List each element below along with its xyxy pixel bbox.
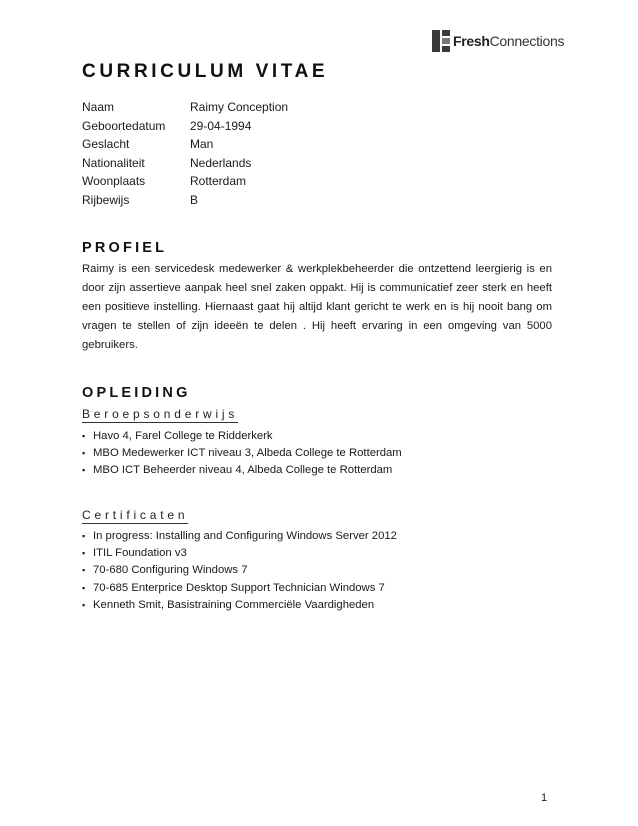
info-label: Rijbewijs <box>82 192 130 207</box>
bullet-icon: ▪ <box>82 465 86 476</box>
info-value: Nederlands <box>190 155 252 170</box>
list-item <box>82 597 397 614</box>
bullet-icon: ▪ <box>82 548 86 559</box>
info-value: 29-04-1994 <box>190 118 252 133</box>
info-label: Nationaliteit <box>82 155 145 170</box>
education-heading: OPLEIDING <box>82 385 191 401</box>
list-item <box>82 528 397 545</box>
info-label: Woonplaats <box>82 174 146 189</box>
list-item <box>82 428 402 445</box>
info-label: Geslacht <box>82 137 130 152</box>
bullet-icon: ▪ <box>82 599 86 610</box>
info-row <box>82 172 288 191</box>
info-value: Raimy Conception <box>190 100 289 114</box>
info-label: Geboortedatum <box>82 118 166 133</box>
list-item <box>82 562 397 579</box>
list-item <box>82 580 397 597</box>
info-value: B <box>190 192 199 207</box>
list-item-text: ITIL Foundation v3 <box>93 547 187 560</box>
certificates-heading: Certificaten <box>82 508 189 522</box>
list-item <box>82 545 397 562</box>
personal-info-table <box>82 98 288 210</box>
bullet-icon: ▪ <box>82 448 86 459</box>
info-row <box>82 98 288 117</box>
vocational-heading: Beroepsonderwijs <box>82 407 239 421</box>
info-row <box>82 154 288 173</box>
profile-heading: PROFIEL <box>82 240 168 256</box>
info-value: Rotterdam <box>190 174 247 189</box>
profile-text: Raimy is een servicedesk medewerker & werkplekbeheerder die ontzettend leergierig is en door zijn assertieve aanpak heel snel zaken oppakt. Hij is communicatief zeer sterk en heeft een positieve instelling. Hiernaast gaat hij altijd klant gericht te werk en is hij nooit bang om vragen te stellen of zijn ideeën te delen . Hij heeft ervaring in een omgeving van 5000 gebruikers. <box>82 263 552 351</box>
bullet-icon: ▪ <box>82 431 86 441</box>
page-number: 1 <box>541 792 548 804</box>
fresh-connections-logo <box>432 30 564 52</box>
info-row <box>82 117 288 136</box>
document-title: CURRICULUM VITAE <box>82 61 329 82</box>
list-item-text: 70-680 Configuring Windows 7 <box>93 564 248 577</box>
bullet-icon: ▪ <box>82 565 86 576</box>
logo-mark-icon <box>432 30 450 52</box>
certificates-list <box>82 528 397 614</box>
list-item-text: MBO ICT Beheerder niveau 4, Albeda College te Rotterdam <box>93 464 393 477</box>
info-value: Man <box>190 137 214 152</box>
list-item-text: Kenneth Smit, Basistraining Commerciële Vaardigheden <box>93 598 375 611</box>
list-item-text: 70-685 Enterprice Desktop Support Technician Windows 7 <box>93 581 385 594</box>
info-row <box>82 135 288 154</box>
info-row <box>82 191 288 210</box>
list-item <box>82 462 402 479</box>
bullet-icon: ▪ <box>82 531 86 541</box>
info-label: Naam <box>82 100 115 114</box>
list-item-text: MBO Medewerker ICT niveau 3, Albeda College te Rotterdam <box>93 447 402 460</box>
bullet-icon: ▪ <box>82 582 86 593</box>
list-item-text: In progress: Installing and Configuring Windows Server 2012 <box>93 530 397 542</box>
list-item <box>82 445 402 462</box>
vocational-list <box>82 428 402 480</box>
logo-text: FreshConnections <box>453 33 565 49</box>
list-item-text: Havo 4, Farel College te Ridderkerk <box>93 430 273 442</box>
